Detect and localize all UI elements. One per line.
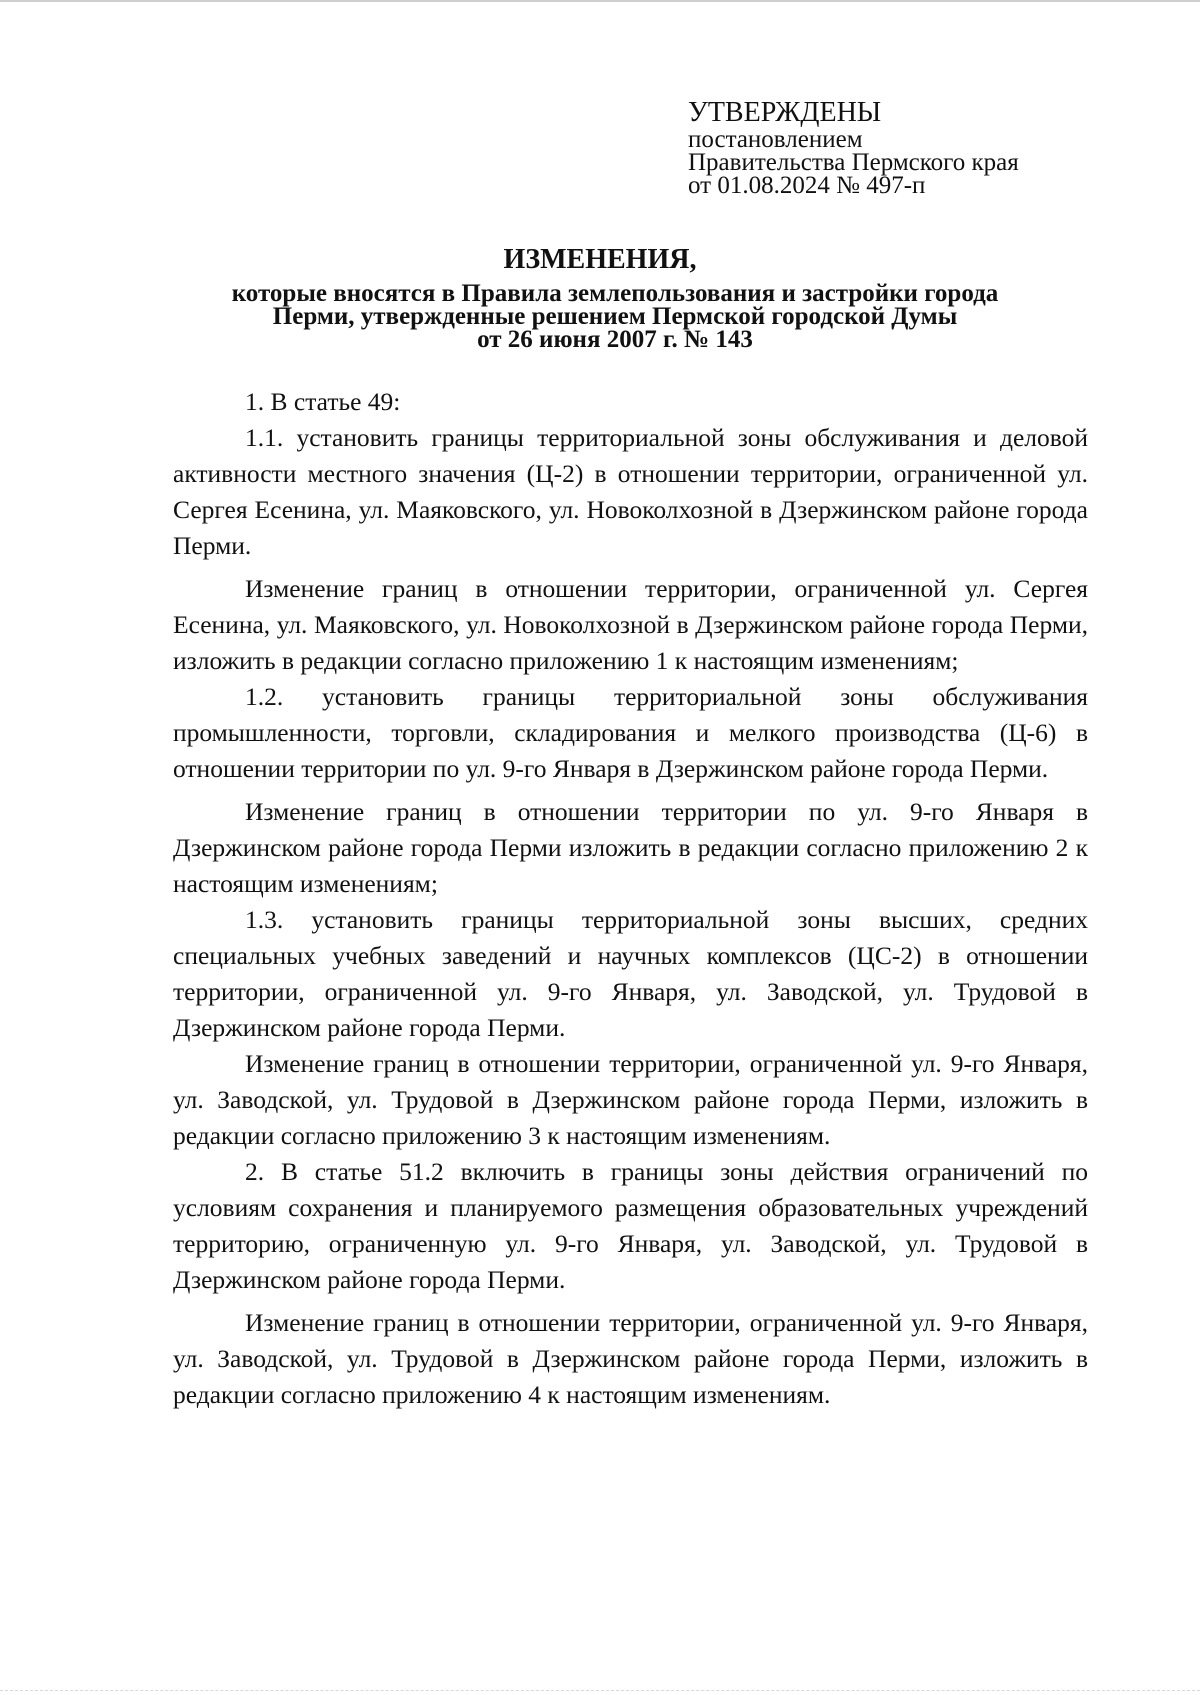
subtitle-line-2: Перми, утвержденные решением Пермской городской Думы [272,303,958,330]
document-body [173,384,1088,1413]
approval-stamp-block [688,98,1108,197]
approval-line-1: постановлением [688,126,863,153]
approval-heading: УТВЕРЖДЕНЫ [688,97,882,128]
paragraph-1-1-change: Изменение границ в отношении территории, ограниченной ул. Сергея Есенина, ул. Маяковского, ул. Новоколхозной в Дзержинском районе города Перми, изложить в редакции согласно приложению 1 к настоящим изменениям; [173,574,1088,675]
paragraph-1-2-change: Изменение границ в отношении территории по ул. 9-го Января в Дзержинском районе города Перми изложить в редакции согласно приложению 2 к настоящим изменениям; [173,797,1088,898]
document-title: ИЗМЕНЕНИЯ, [503,244,697,275]
paragraph-1-3: 1.3. установить границы территориальной зоны высших, средних специальных учебных заведений и научных комплексов (ЦС-2) в отношении территории, ограниченной ул. 9-го Января, ул. Заводской, ул. Трудовой в Дзержинском районе города Перми. [173,905,1088,1042]
paragraph-1-1: 1.1. установить границы территориальной зоны обслуживания и деловой активности местного значения (Ц-2) в отношении территории, ограниченной ул. Сергея Есенина, ул. Маяковского, ул. Новоколхозной в Дзержинском районе города Перми. [173,423,1088,560]
bottom-edge-rule [0,1690,1200,1691]
paragraph-1-3-change: Изменение границ в отношении территории, ограниченной ул. 9-го Января, ул. Заводской, ул. Трудовой в Дзержинском районе города Перми, изложить в редакции согласно приложению 3 к настоящим изменениям. [173,1049,1088,1150]
document-subtitle [150,282,1080,351]
paragraph-2: 2. В статье 51.2 включить в границы зоны действия ограничений по условиям сохранения и планируемого размещения образовательных учреждений территорию, ограниченную ул. 9-го Января, ул. Заводской, ул. Трудовой в Дзержинском районе города Перми. [173,1157,1088,1294]
approval-line-3: от 01.08.2024 № 497-п [688,172,926,199]
approval-line-2: Правительства Пермского края [688,149,1019,176]
subtitle-line-1: которые вносятся в Правила землепользования и застройки города [231,280,999,307]
subtitle-line-3: от 26 июня 2007 г. № 143 [477,326,753,353]
paragraph-2-change: Изменение границ в отношении территории, ограниченной ул. 9-го Января, ул. Заводской, ул. Трудовой в Дзержинском районе города Перми, изложить в редакции согласно приложению 4 к настоящим изменениям. [173,1308,1088,1409]
top-edge-rule [0,0,1200,2]
paragraph-1: 1. В статье 49: [245,387,401,416]
paragraph-1-2: 1.2. установить границы территориальной зоны обслуживания промышленности, торговли, складирования и мелкого производства (Ц-6) в отношении территории по ул. 9-го Января в Дзержинском районе города Перми. [173,682,1088,783]
